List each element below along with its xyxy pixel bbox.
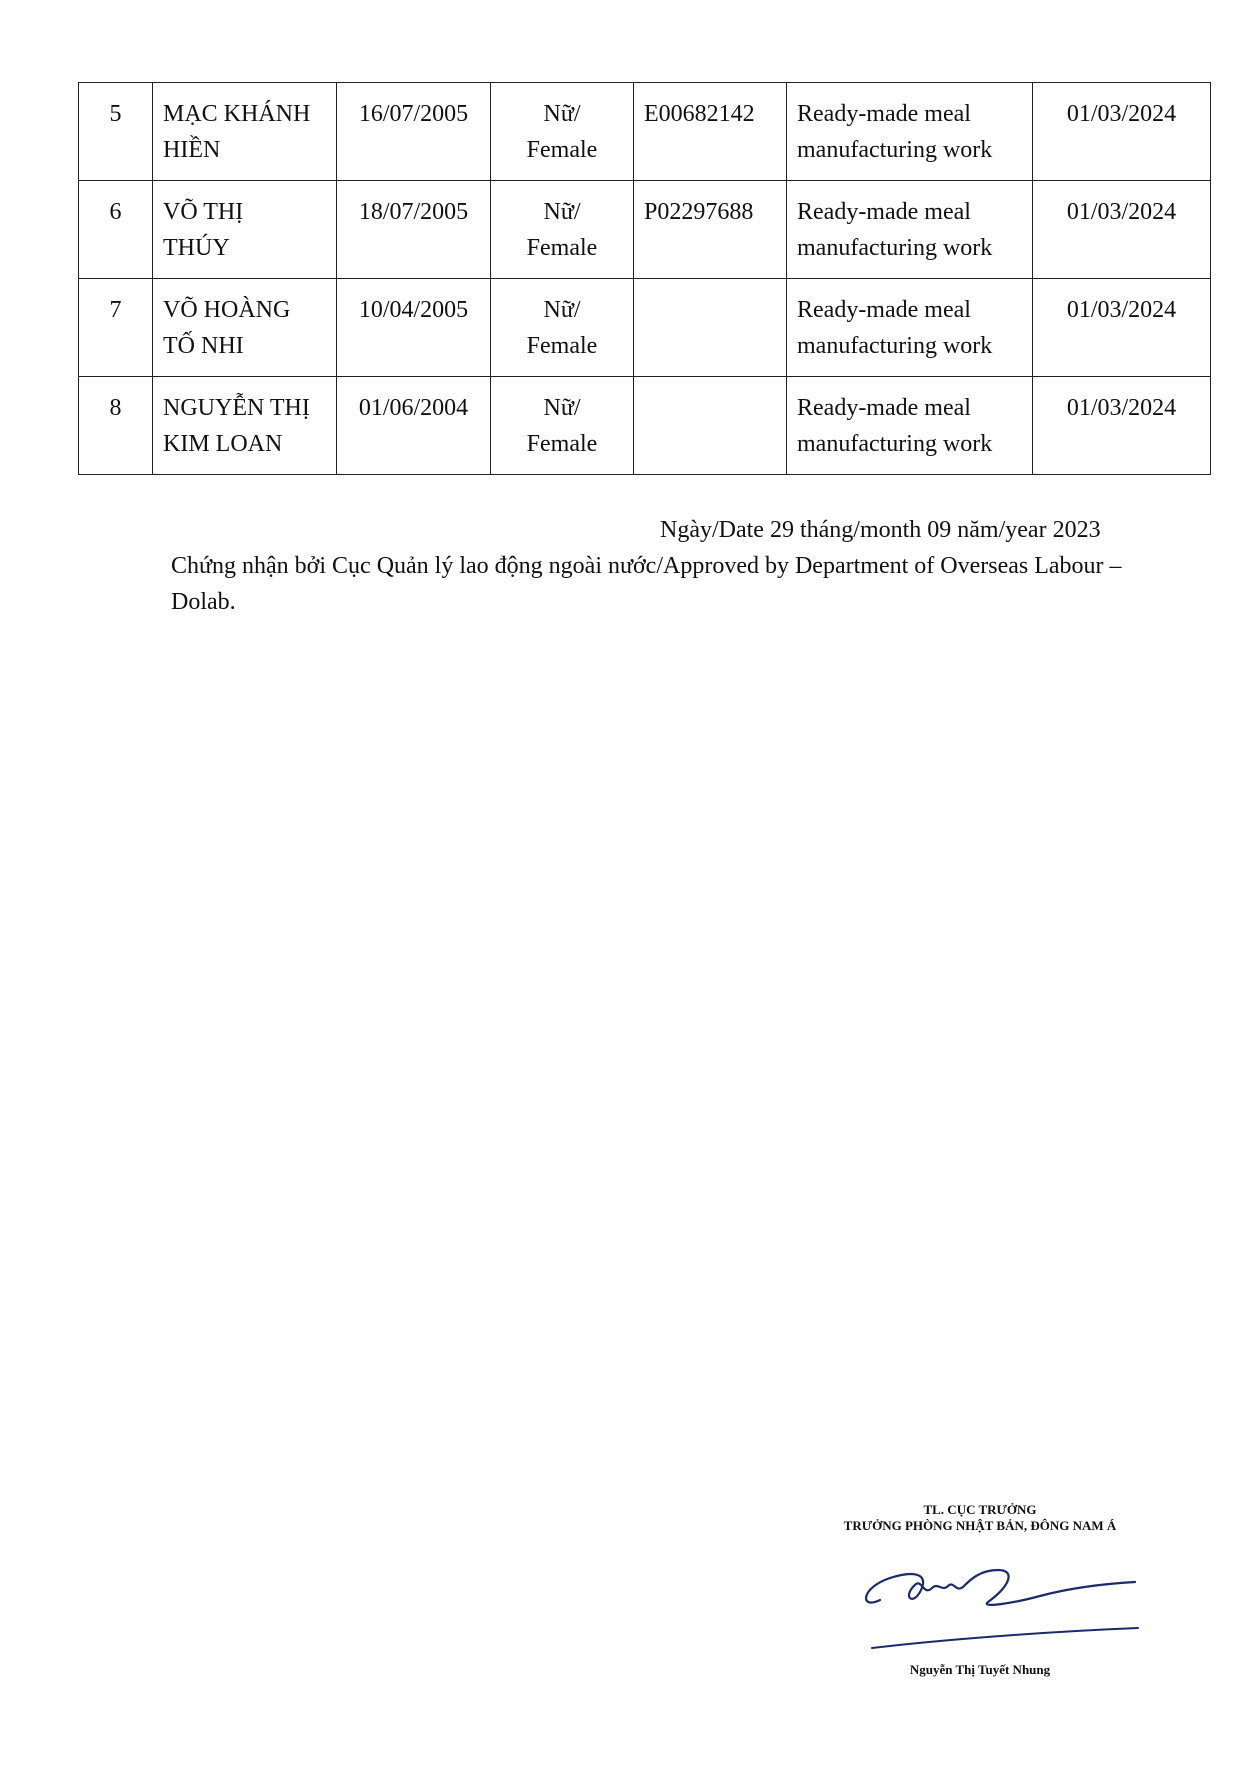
row-number: 7 — [79, 279, 153, 377]
handwritten-signature — [820, 1540, 1140, 1660]
row-number: 5 — [79, 83, 153, 181]
sex: Nữ/ Female — [491, 279, 634, 377]
date-of-birth: 01/06/2004 — [337, 377, 491, 475]
job-description: Ready-made meal manufacturing work — [787, 377, 1033, 475]
passport-number: E00682142 — [634, 83, 787, 181]
table-row — [79, 377, 1211, 475]
sex: Nữ/ Female — [491, 181, 634, 279]
table-row — [79, 279, 1211, 377]
job-description: Ready-made meal manufacturing work — [787, 279, 1033, 377]
signature-block — [820, 1502, 1140, 1692]
job-description: Ready-made meal manufacturing work — [787, 181, 1033, 279]
passport-number: P02297688 — [634, 181, 787, 279]
start-date: 01/03/2024 — [1033, 279, 1211, 377]
table-row — [79, 181, 1211, 279]
worker-name: NGUYỄN THỊ KIM LOAN — [153, 377, 337, 475]
start-date: 01/03/2024 — [1033, 83, 1211, 181]
worker-name: MẠC KHÁNH HIỀN — [153, 83, 337, 181]
date-of-birth: 18/07/2005 — [337, 181, 491, 279]
signer-name: Nguyễn Thị Tuyết Nhung — [909, 1662, 1051, 1677]
workers-table — [78, 82, 1211, 475]
worker-name: VÕ HOÀNG TỐ NHI — [153, 279, 337, 377]
approval-statement: Chứng nhận bởi Cục Quản lý lao động ngoài nước/Approved by Department of Overseas Labour – Dolab. — [171, 553, 1122, 615]
sex: Nữ/ Female — [491, 377, 634, 475]
job-description: Ready-made meal manufacturing work — [787, 83, 1033, 181]
table-row — [79, 83, 1211, 181]
passport-number — [634, 377, 787, 475]
signatory-title: TL. CỤC TRƯỞNG — [923, 1502, 1037, 1517]
passport-number — [634, 279, 787, 377]
row-number: 6 — [79, 181, 153, 279]
date-of-birth: 10/04/2005 — [337, 279, 491, 377]
issue-date: Ngày/Date 29 tháng/month 09 năm/year 2023 — [660, 517, 1101, 543]
row-number: 8 — [79, 377, 153, 475]
sex: Nữ/ Female — [491, 83, 634, 181]
start-date: 01/03/2024 — [1033, 181, 1211, 279]
worker-name: VÕ THỊ THÚY — [153, 181, 337, 279]
start-date: 01/03/2024 — [1033, 377, 1211, 475]
signatory-department: TRƯỞNG PHÒNG NHẬT BẢN, ĐÔNG NAM Á — [843, 1518, 1117, 1533]
date-of-birth: 16/07/2005 — [337, 83, 491, 181]
